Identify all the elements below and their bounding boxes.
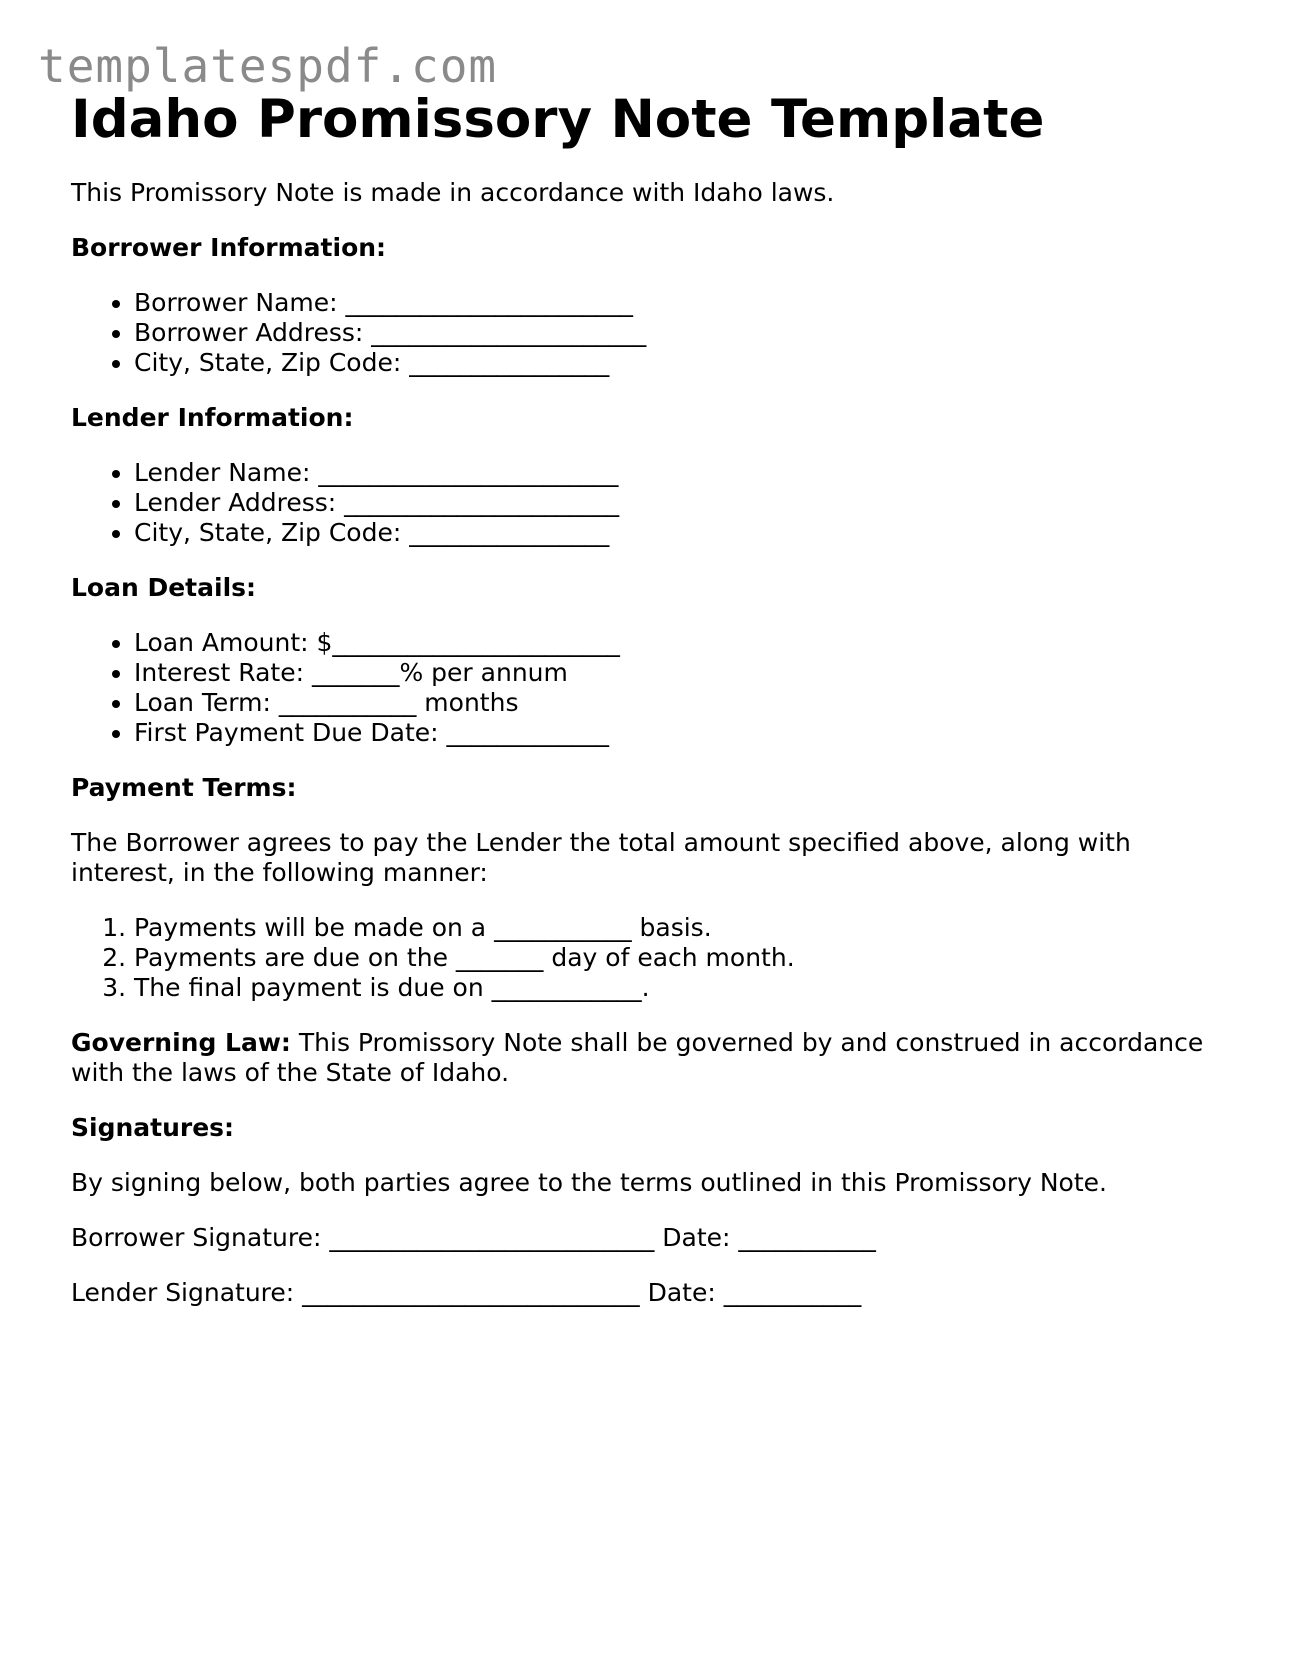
intro-text: This Promissory Note is made in accordance with Idaho laws.: [71, 178, 835, 207]
loan-list: [71, 628, 1231, 748]
document-body: [71, 88, 1231, 1308]
lender-address-field: • Lender Address: ______________________: [134, 488, 1231, 518]
lender-list: [71, 458, 1231, 548]
governing-law: [71, 1028, 1231, 1088]
borrower-signature-line: Borrower Signature: __________________________ Date: ___________: [71, 1223, 876, 1252]
interest-rate-field: • Interest Rate: _______% per annum: [134, 658, 1231, 688]
lender-heading: Lender Information:: [71, 403, 354, 432]
lender-city-field: • City, State, Zip Code: ________________: [134, 518, 1231, 548]
governing-law-label: Governing Law:: [71, 1028, 291, 1057]
signatures-text: By signing below, both parties agree to the terms outlined in this Promissory Note.: [71, 1168, 1107, 1197]
loan-term-field: • Loan Term: ___________ months: [134, 688, 1231, 718]
signatures-heading: Signatures:: [71, 1113, 235, 1142]
payment-basis-field: 1. Payments will be made on a ___________ basis.: [134, 913, 1231, 943]
loan-amount-field: • Loan Amount: $_______________________: [134, 628, 1231, 658]
payment-text: The Borrower agrees to pay the Lender the total amount specified above, along with interest, in the following manner:: [71, 828, 1131, 887]
payment-day-field: 2. Payments are due on the _______ day of each month.: [134, 943, 1231, 973]
borrower-address-field: • Borrower Address: ______________________: [134, 318, 1231, 348]
page-title: Idaho Promissory Note Template: [71, 89, 1045, 150]
loan-heading: Loan Details:: [71, 573, 257, 602]
payment-heading: Payment Terms:: [71, 773, 297, 802]
payment-list: [71, 913, 1231, 1003]
borrower-city-field: • City, State, Zip Code: ________________: [134, 348, 1231, 378]
borrower-heading: Borrower Information:: [71, 233, 387, 262]
lender-signature-line: Lender Signature: ___________________________ Date: ___________: [71, 1278, 862, 1307]
first-payment-field: • First Payment Due Date: _____________: [134, 718, 1231, 748]
borrower-name-field: • Borrower Name: _______________________: [134, 288, 1231, 318]
final-payment-field: 3. The final payment is due on ____________.: [134, 973, 1231, 1003]
borrower-list: [71, 288, 1231, 378]
governing-law-text: This Promissory Note shall be governed by and construed in accordance with the laws of the State of Idaho.: [71, 1028, 1204, 1087]
lender-name-field: • Lender Name: ________________________: [134, 458, 1231, 488]
watermark: templatespdf.com: [38, 39, 498, 93]
